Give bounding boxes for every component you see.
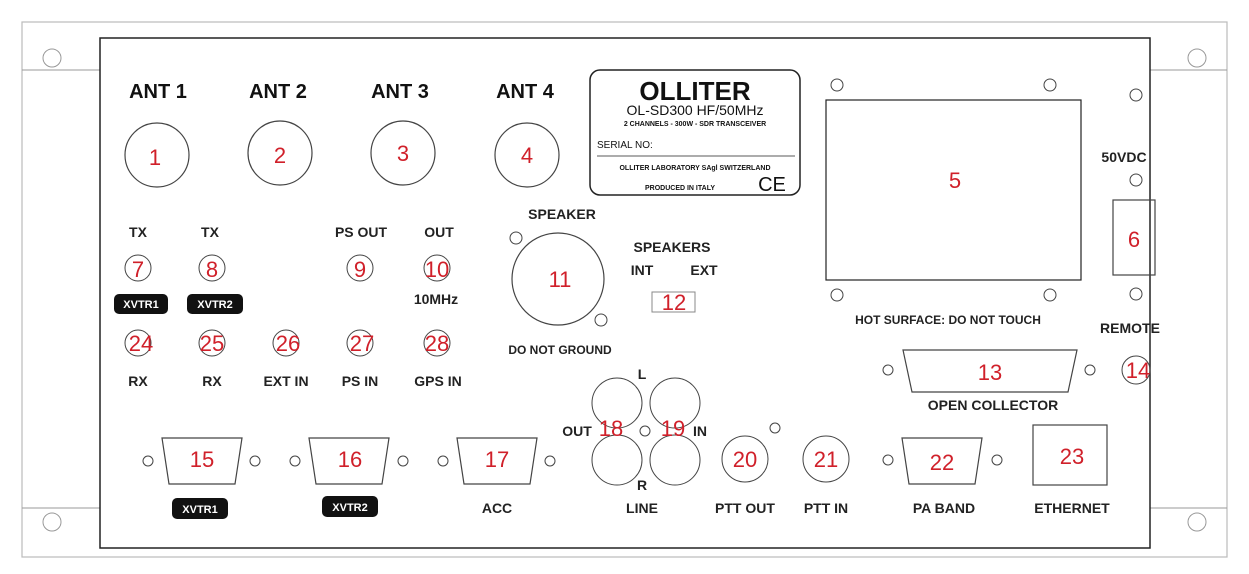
num-11: 11 (548, 267, 572, 292)
num-25: 25 (199, 331, 225, 356)
num-27: 27 (349, 331, 375, 356)
ptt-out-label: PTT OUT (715, 500, 775, 516)
rx1-label: RX (128, 373, 148, 389)
mhz10-label: 10MHz (413, 291, 459, 307)
do-not-ground-label: DO NOT GROUND (508, 343, 612, 357)
num-19: 19 (660, 416, 686, 441)
corner-hole-tr (1188, 49, 1206, 67)
num-14: 14 (1125, 358, 1151, 383)
plate-brand: OLLITER (639, 76, 751, 106)
num-13: 13 (977, 360, 1003, 385)
num-20: 20 (732, 447, 758, 472)
corner-hole-bl (43, 513, 61, 531)
num-22: 22 (929, 450, 955, 475)
speakers-label: SPEAKERS (633, 239, 711, 255)
ext-in-label: EXT IN (263, 373, 309, 389)
open-collector-label: OPEN COLLECTOR (927, 397, 1059, 413)
xvtr1-bottom-pill-text: XVTR1 (182, 504, 218, 516)
num-26: 26 (275, 331, 301, 356)
num-16: 16 (337, 447, 363, 472)
line-r-label: R (636, 477, 648, 493)
num-24: 24 (128, 331, 154, 356)
num-3: 3 (396, 141, 410, 166)
num-2: 2 (273, 143, 287, 168)
num-5: 5 (948, 168, 962, 193)
ant3-label: ANT 3 (371, 81, 429, 103)
xvtr2-pill-text: XVTR2 (197, 299, 233, 311)
ant1-label: ANT 1 (129, 81, 187, 103)
line-l-label: L (637, 366, 647, 382)
line-label: LINE (626, 500, 658, 516)
ps-in-label: PS IN (341, 373, 379, 389)
num-1: 1 (148, 145, 162, 170)
speaker-label: SPEAKER (528, 206, 596, 222)
plate-ce: CE (758, 174, 786, 196)
num-6: 6 (1127, 227, 1141, 252)
num-8: 8 (205, 257, 219, 282)
xvtr1-pill-text: XVTR1 (123, 299, 159, 311)
remote-label: REMOTE (1100, 320, 1160, 336)
plate-lab: OLLITER LABORATORY SAgl SWITZERLAND (619, 165, 771, 172)
num-23: 23 (1059, 444, 1085, 469)
out-label: OUT (424, 224, 454, 240)
plate-serial: SERIAL NO: (597, 140, 653, 151)
ext-label: EXT (690, 262, 718, 278)
num-4: 4 (520, 143, 534, 168)
line-out-label: OUT (562, 423, 592, 439)
left-bracket (22, 70, 100, 508)
xvtr2-bottom-pill-text: XVTR2 (332, 502, 368, 514)
plate-tagline: 2 CHANNELS - 300W - SDR TRANSCEIVER (623, 121, 767, 128)
int-label: INT (630, 262, 654, 278)
plate-model: OL-SD300 HF/50MHz (626, 102, 764, 118)
corner-hole-br (1188, 513, 1206, 531)
plate-produced: PRODUCED IN ITALY (644, 185, 716, 192)
num-12: 12 (661, 290, 687, 315)
num-17: 17 (484, 447, 510, 472)
num-10: 10 (424, 257, 450, 282)
pa-band-label: PA BAND (912, 500, 976, 516)
ethernet-label: ETHERNET (1034, 500, 1110, 516)
hot-surface-label: HOT SURFACE: DO NOT TOUCH (855, 313, 1041, 327)
num-18: 18 (598, 416, 624, 441)
num-9: 9 (353, 257, 367, 282)
rx2-label: RX (202, 373, 222, 389)
vdc50-label: 50VDC (1101, 149, 1147, 165)
tx1-label: TX (129, 224, 147, 240)
ant2-label: ANT 2 (249, 81, 307, 103)
num-7: 7 (131, 257, 145, 282)
gps-in-label: GPS IN (414, 373, 462, 389)
num-15: 15 (189, 447, 215, 472)
ant4-label: ANT 4 (496, 81, 554, 103)
num-28: 28 (424, 331, 450, 356)
right-bracket (1150, 70, 1227, 508)
acc-label: ACC (481, 500, 513, 516)
corner-hole-tl (43, 49, 61, 67)
main-panel (100, 38, 1150, 548)
line-in-label: IN (693, 423, 707, 439)
tx2-label: TX (201, 224, 219, 240)
ps-out-label: PS OUT (334, 224, 388, 240)
ptt-in-label: PTT IN (803, 500, 849, 516)
num-21: 21 (813, 447, 839, 472)
